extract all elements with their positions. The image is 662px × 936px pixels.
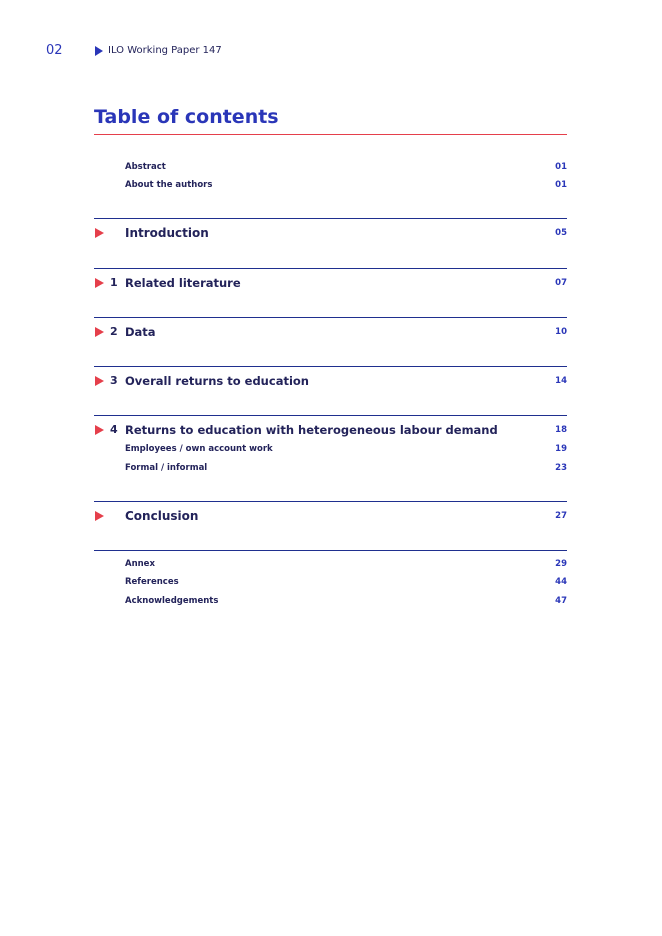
section-divider	[94, 501, 567, 502]
toc-entry-page: 01	[555, 162, 567, 172]
toc-entry-label: Overall returns to education	[125, 374, 309, 388]
running-header	[95, 45, 222, 56]
toc-entry-overall-returns[interactable]	[94, 374, 567, 390]
toc-entry-page: 10	[555, 327, 567, 337]
triangle-icon	[95, 46, 103, 56]
page-number: 02	[46, 43, 63, 58]
toc-entry-annex[interactable]	[94, 557, 567, 573]
triangle-icon	[95, 511, 104, 521]
section-divider	[94, 366, 567, 367]
triangle-icon	[95, 376, 104, 386]
triangle-icon	[95, 228, 104, 238]
toc-entry-page: 14	[555, 376, 567, 386]
section-number: 2	[110, 325, 118, 338]
toc-entry-conclusion[interactable]	[94, 509, 567, 525]
toc-entry-acknowledgements[interactable]	[94, 594, 567, 610]
toc-entry-page: 27	[555, 511, 567, 521]
toc-entry-page: 23	[555, 463, 567, 473]
toc-entry-label: Abstract	[125, 162, 166, 172]
section-divider	[94, 550, 567, 551]
toc-entry-page: 07	[555, 278, 567, 288]
toc-entry-label: Returns to education with heterogeneous labour demand	[125, 423, 498, 437]
toc-entry-label: Employees / own account work	[125, 444, 273, 454]
section-number: 4	[110, 423, 118, 436]
toc-entry-page: 47	[555, 596, 567, 606]
toc-entry-heterogeneous-demand[interactable]	[94, 423, 567, 439]
toc-entry-label: Data	[125, 325, 156, 339]
toc-entry-label: Annex	[125, 559, 155, 569]
section-number: 1	[110, 276, 118, 289]
toc-subentry-employees[interactable]	[94, 442, 567, 458]
toc-entry-page: 05	[555, 228, 567, 238]
toc-entry-label: Acknowledgements	[125, 596, 219, 606]
toc-entry-page: 19	[555, 444, 567, 454]
toc-entry-abstract[interactable]	[94, 160, 567, 176]
section-divider	[94, 415, 567, 416]
toc-entry-about-authors[interactable]	[94, 178, 567, 194]
toc-entry-label: References	[125, 577, 179, 587]
toc-entry-page: 18	[555, 425, 567, 435]
toc-entry-introduction[interactable]	[94, 226, 567, 242]
triangle-icon	[95, 278, 104, 288]
toc-entry-label: About the authors	[125, 180, 213, 190]
toc-entry-label: Introduction	[125, 226, 209, 240]
running-title: ILO Working Paper 147	[108, 45, 222, 56]
toc-entry-page: 44	[555, 577, 567, 587]
toc-entry-label: Related literature	[125, 276, 241, 290]
toc-entry-references[interactable]	[94, 575, 567, 591]
toc-subentry-formal-informal[interactable]	[94, 461, 567, 477]
toc-entry-page: 01	[555, 180, 567, 190]
section-divider	[94, 268, 567, 269]
page-title: Table of contents	[94, 106, 279, 128]
section-number: 3	[110, 374, 118, 387]
triangle-icon	[95, 327, 104, 337]
toc-entry-label: Formal / informal	[125, 463, 208, 473]
title-divider	[94, 134, 567, 135]
triangle-icon	[95, 425, 104, 435]
toc-entry-related-literature[interactable]	[94, 276, 567, 292]
toc-entry-label: Conclusion	[125, 509, 199, 523]
toc-entry-page: 29	[555, 559, 567, 569]
toc-entry-data[interactable]	[94, 325, 567, 341]
section-divider	[94, 218, 567, 219]
section-divider	[94, 317, 567, 318]
